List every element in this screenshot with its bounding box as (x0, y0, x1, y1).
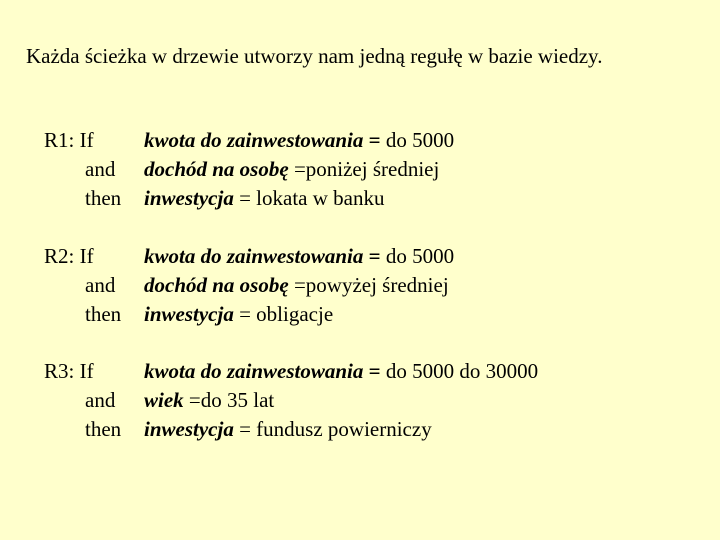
and-clause (144, 155, 439, 184)
conclusion-attribute: inwestycja (144, 302, 234, 326)
then-clause (144, 415, 432, 444)
and-keyword: and (85, 388, 116, 412)
if-clause (144, 126, 454, 155)
condition-attribute: dochód na osobę (144, 157, 289, 181)
rule-label: R1: If (44, 128, 94, 152)
and-keyword: and (85, 157, 116, 181)
equals-sign: = (288, 273, 306, 297)
then-keyword: then (85, 302, 122, 326)
equals-sign: = (233, 417, 251, 441)
and-clause (144, 271, 449, 300)
condition-attribute: kwota do zainwestowania (144, 359, 364, 383)
rule-label: R2: If (44, 244, 94, 268)
equals-sign: = (368, 128, 381, 152)
equals-sign: = (233, 302, 251, 326)
equals-sign: = (183, 388, 201, 412)
equals-sign: = (368, 359, 381, 383)
condition-value: do 5000 (380, 244, 455, 268)
then-keyword: then (85, 186, 122, 210)
condition-attribute: kwota do zainwestowania (144, 244, 364, 268)
condition-value: do 5000 (380, 128, 455, 152)
condition-value: powyżej średniej (305, 273, 449, 297)
if-clause (144, 357, 538, 386)
then-keyword: then (85, 417, 122, 441)
if-clause (144, 242, 454, 271)
conclusion-value: lokata w banku (250, 186, 385, 210)
condition-value: do 5000 do 30000 (380, 359, 539, 383)
conclusion-attribute: inwestycja (144, 186, 234, 210)
rule-label: R3: If (44, 359, 94, 383)
equals-sign: = (368, 244, 381, 268)
then-clause (144, 300, 333, 329)
intro-paragraph: Każda ścieżka w drzewie utworzy nam jedną regułę w bazie wiedzy. (26, 44, 603, 68)
condition-value: poniżej średniej (305, 157, 440, 181)
equals-sign: = (288, 157, 306, 181)
equals-sign: = (233, 186, 251, 210)
condition-attribute: kwota do zainwestowania (144, 128, 364, 152)
and-clause (144, 386, 274, 415)
condition-value: do 35 lat (200, 388, 275, 412)
and-keyword: and (85, 273, 116, 297)
conclusion-value: fundusz powierniczy (250, 417, 432, 441)
conclusion-value: obligacje (250, 302, 334, 326)
then-clause (144, 184, 384, 213)
condition-attribute: dochód na osobę (144, 273, 289, 297)
condition-attribute: wiek (144, 388, 184, 412)
conclusion-attribute: inwestycja (144, 417, 234, 441)
